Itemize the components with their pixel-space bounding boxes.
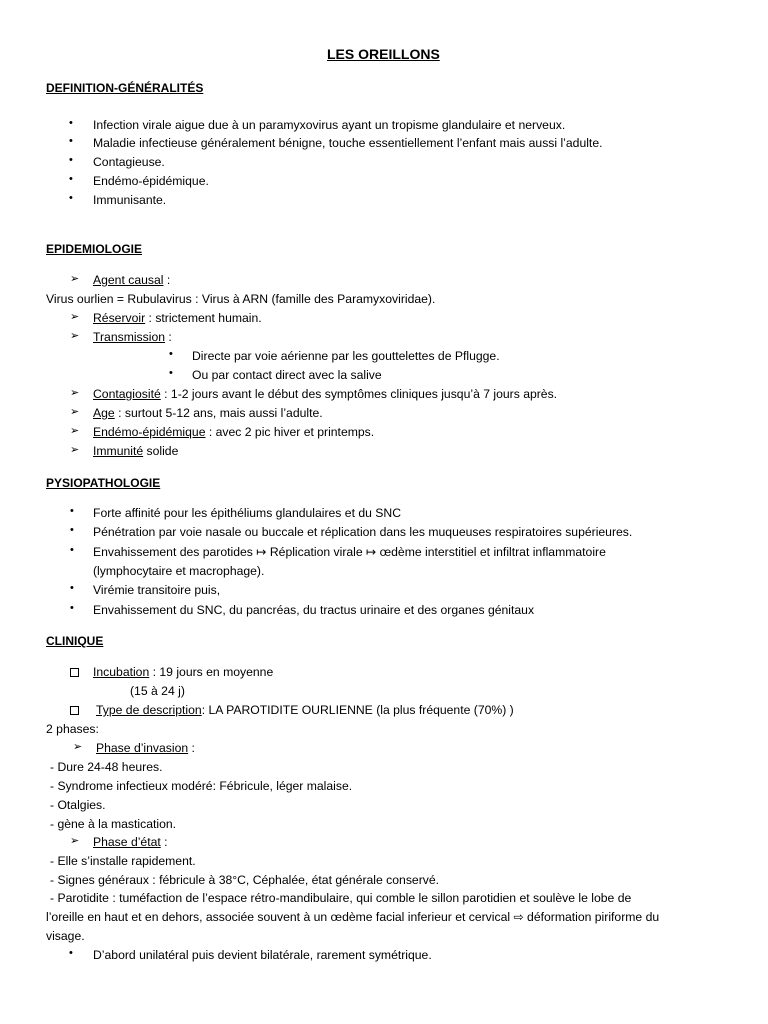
incubation-range: (15 à 24 j) [130,684,185,698]
phase-etat-label: Phase d’état [93,835,161,849]
contagiosite-text: : 1-2 jours avant le début des symptômes cliniques jusqu’à 7 jours après. [160,387,558,401]
type-description-label: Type de description [96,703,202,717]
reservoir-text: : strictement humain. [145,311,262,325]
arrow-bullet-icon: ➢ [70,406,80,418]
list-item: Pénétration par voie nasale ou buccale et réplication dans les muqueuses respiratoires supérieures. [93,525,633,539]
list-item: - gène à la mastication. [50,817,177,831]
phase-etat-suffix: : [160,835,168,849]
incubation-line [93,663,273,682]
list-item: D’abord unilatéral puis devient bilatérale, rarement symétrique. [93,948,432,962]
bullet-icon: • [69,192,73,204]
list-item-continuation: (lymphocytaire et macrophage). [93,564,265,578]
arrow-bullet-icon: ➢ [70,273,80,285]
arrow-bullet-icon: ➢ [70,311,80,323]
virus-line: Virus ourlien = Rubulavirus : Virus à ARN (famille des Paramyxoviridae). [46,292,436,306]
phase-invasion-suffix: : [188,741,195,755]
arrow-bullet-icon: ➢ [70,330,80,342]
bullet-icon: • [169,367,173,379]
contagiosite-label: Contagiosité [93,387,161,401]
reservoir-label: Réservoir [93,311,146,325]
list-item: Immunisante. [93,193,167,207]
checkbox-bullet-icon [70,706,79,715]
page-title: LES OREILLONS [327,46,440,62]
list-item: - Syndrome infectieux modéré: Fébricule, léger malaise. [50,779,353,793]
arrow-bullet-icon: ➢ [73,741,83,753]
section-heading-definition: DEFINITION-GÉNÉRALITÉS [46,81,204,95]
type-description-text: : LA PAROTIDITE OURLIENNE (la plus fréquente (70%) ) [201,703,514,717]
list-item: Virémie transitoire puis, [93,583,221,597]
list-item: Ou par contact direct avec la salive [192,368,382,382]
bullet-icon: • [70,602,74,614]
immunite-line [93,442,178,461]
list-item: Infection virale aigue due à un paramyxovirus ayant un tropisme glandulaire et nerveux. [93,118,566,132]
section-heading-epidemiologie: EPIDEMIOLOGIE [46,242,143,256]
bullet-icon: • [69,947,73,959]
arrow-bullet-icon: ➢ [70,444,80,456]
list-item: Directe par voie aérienne par les gouttelettes de Pflugge. [192,349,500,363]
list-item: - Otalgies. [50,798,106,812]
endemo-line [93,423,374,442]
agent-causal-suffix: : [163,273,171,287]
phases-line: 2 phases: [46,722,99,736]
list-item: Envahissement du SNC, du pancréas, du tractus urinaire et des organes génitaux [93,603,535,617]
list-item-continuation: visage. [46,929,85,943]
bullet-icon: • [69,117,73,129]
list-item: Forte affinité pour les épithéliums glandulaires et du SNC [93,506,402,520]
list-item: Envahissement des parotides ↦ Réplication virale ↦ œdème interstitiel et infiltrat inflammatoire [93,545,606,559]
bullet-icon: • [169,348,173,360]
transmission-label: Transmission [93,330,166,344]
transmission-line [93,328,172,347]
bullet-icon: • [70,544,74,556]
immunite-label: Immunité [93,444,144,458]
reservoir-line [93,309,262,328]
checkbox-bullet-icon [70,668,79,677]
endemo-text: : avec 2 pic hiver et printemps. [205,425,375,439]
bullet-icon: • [69,154,73,166]
bullet-icon: • [69,173,73,185]
arrow-bullet-icon: ➢ [70,425,80,437]
list-item: - Elle s’installe rapidement. [50,854,196,868]
arrow-bullet-icon: ➢ [70,835,80,847]
list-item: Maladie infectieuse généralement bénigne, touche essentiellement l’enfant mais aussi l’adulte. [93,136,603,150]
phase-invasion-line [96,739,195,758]
list-item: - Dure 24-48 heures. [50,760,163,774]
immunite-text: solide [143,444,179,458]
age-line [93,404,323,423]
bullet-icon: • [69,135,73,147]
agent-causal-line [93,271,170,290]
age-text: : surtout 5-12 ans, mais aussi l’adulte. [114,406,323,420]
phase-etat-line [93,833,168,852]
bullet-icon: • [70,582,74,594]
arrow-bullet-icon: ➢ [70,387,80,399]
bullet-icon: • [70,505,74,517]
list-item: Endémo-épidémique. [93,174,209,188]
list-item: - Signes généraux : fébricule à 38°C, Céphalée, état générale conservé. [50,873,440,887]
endemo-label: Endémo-épidémique [93,425,206,439]
list-item: - Parotidite : tuméfaction de l’espace rétro-mandibulaire, qui comble le sillon parotidien et soulève le lobe de [50,891,632,905]
transmission-suffix: : [165,330,172,344]
contagiosite-line [93,385,557,404]
incubation-label: Incubation [93,665,150,679]
list-item-continuation: l’oreille en haut et en dehors, associée souvent à un œdème facial inferieur et cervical ⇨ déformation piriforme du [46,910,660,924]
section-heading-clinique: CLINIQUE [46,634,104,648]
phase-invasion-label: Phase d’invasion [96,741,189,755]
bullet-icon: • [70,524,74,536]
incubation-text: : 19 jours en moyenne [149,665,274,679]
agent-causal-label: Agent causal [93,273,164,287]
list-item: Contagieuse. [93,155,165,169]
section-heading-physiopathologie: PYSIOPATHOLOGIE [46,476,161,490]
type-description-line [96,701,514,720]
age-label: Age [93,406,115,420]
